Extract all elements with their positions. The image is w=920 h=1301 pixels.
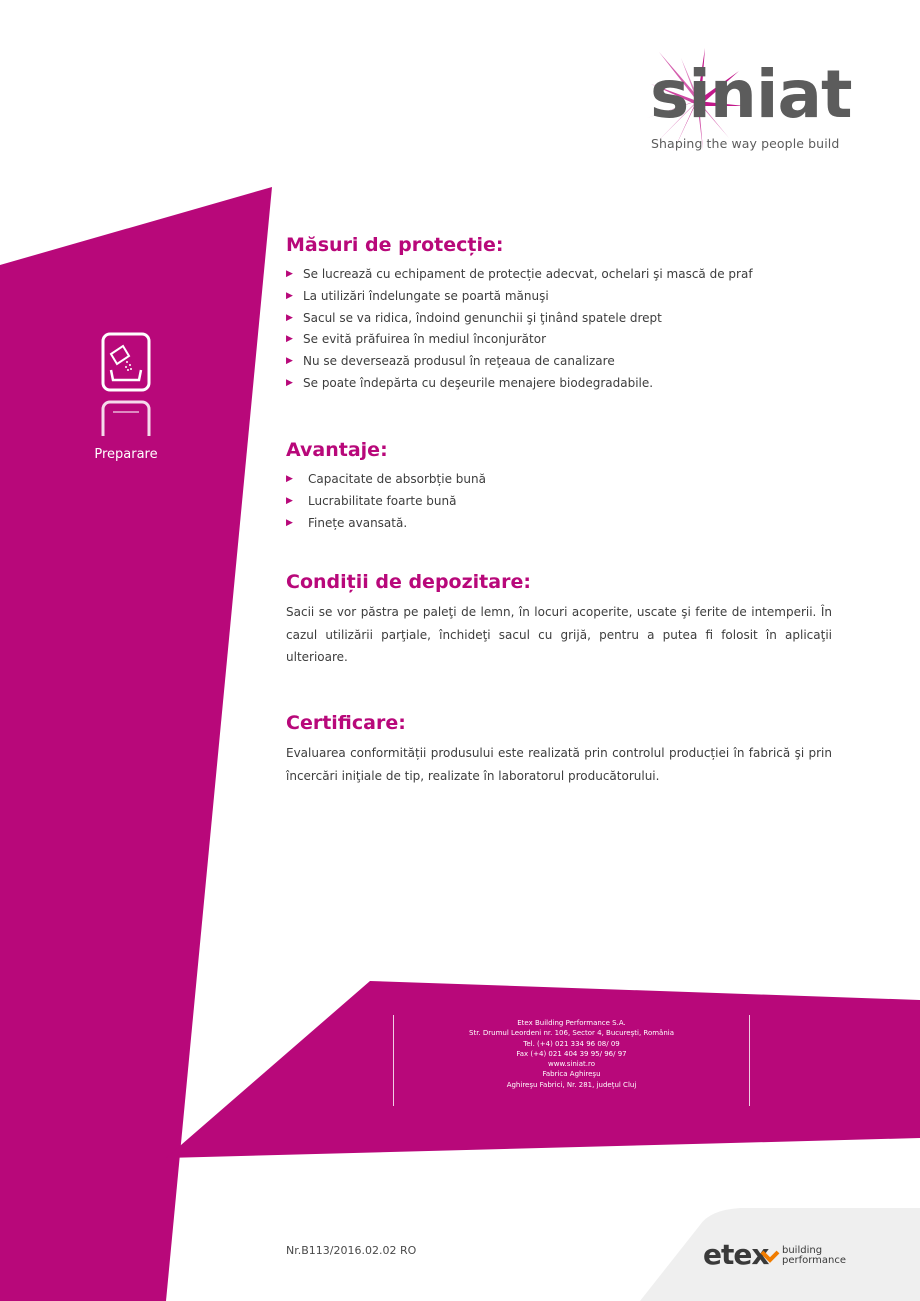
brand-tagline: Shaping the way people build bbox=[651, 136, 840, 151]
bullet-arrow-icon: ▶ bbox=[286, 312, 293, 323]
section-heading: Avantaje: bbox=[286, 439, 388, 461]
bullet-arrow-icon: ▶ bbox=[286, 517, 293, 528]
list-item: ▶ La utilizări îndelungate se poartă mănuşi bbox=[286, 286, 832, 308]
list-item: ▶ Sacul se va ridica, îndoind genunchii şi ţinând spatele drept bbox=[286, 308, 832, 330]
company-line: Fabrica Aghireşu bbox=[542, 1070, 601, 1079]
bullet-arrow-icon: ▶ bbox=[286, 495, 293, 506]
document-reference: Nr.B113/2016.02.02 RO bbox=[286, 1244, 417, 1257]
company-line: Tel. (+4) 021 334 96 08/ 09 bbox=[523, 1039, 620, 1048]
section-heading: Măsuri de protecție: bbox=[286, 234, 504, 256]
mixing-bag-icon bbox=[101, 332, 151, 436]
company-line: Etex Building Performance S.A. bbox=[517, 1019, 626, 1027]
advantages-list bbox=[286, 469, 832, 534]
bullet-arrow-icon: ▶ bbox=[286, 334, 293, 345]
company-line: Aghireşu Fabrici, Nr. 281, judeţul Cluj bbox=[506, 1080, 637, 1089]
bullet-arrow-icon: ▶ bbox=[286, 269, 293, 279]
section-protection bbox=[286, 232, 832, 395]
company-line: Fax (+4) 021 404 39 95/ 96/ 97 bbox=[516, 1049, 627, 1058]
company-line: www.siniat.ro bbox=[548, 1060, 595, 1069]
protection-list bbox=[286, 264, 832, 395]
section-storage bbox=[286, 569, 832, 669]
bullet-arrow-icon: ▶ bbox=[286, 377, 293, 388]
etex-chevron-icon bbox=[760, 1250, 780, 1264]
company-line: Str. Drumul Leordeni nr. 106, Sector 4, Bucureşti, România bbox=[469, 1029, 674, 1038]
section-advantages bbox=[286, 437, 832, 534]
list-item: ▶ Se evită prăfuirea în mediul înconjurător bbox=[286, 329, 832, 351]
sidebar-label: Preparare bbox=[94, 447, 158, 462]
list-item: ▶ Se lucrează cu echipament de protecție adecvat, ochelari şi mască de praf bbox=[286, 264, 832, 286]
section-certification bbox=[286, 710, 832, 787]
brand-wordmark: siniat bbox=[650, 56, 852, 133]
etex-subtitle: building performance bbox=[782, 1245, 847, 1266]
list-item: ▶ Capacitate de absorbție bună bbox=[286, 469, 832, 491]
bottom-grey-corner bbox=[640, 1208, 920, 1301]
bullet-arrow-icon: ▶ bbox=[286, 474, 293, 484]
list-item: ▶ Nu se deversează produsul în reţeaua de canalizare bbox=[286, 351, 832, 373]
bullet-arrow-icon: ▶ bbox=[286, 290, 293, 301]
etex-wordmark: etex bbox=[703, 1238, 769, 1271]
company-contact-block bbox=[393, 1015, 750, 1106]
section-heading: Certificare: bbox=[286, 712, 406, 734]
list-item: ▶ Lucrabilitate foarte bună bbox=[286, 491, 832, 513]
bullet-arrow-icon: ▶ bbox=[286, 356, 293, 367]
section-heading: Condiții de depozitare: bbox=[286, 571, 531, 593]
storage-text: Sacii se vor păstra pe paleţi de lemn, în locuri acoperite, uscate şi ferite de intemperii. În cazul utilizării parţiale, închideţi sacul cu grijă, pentru a putea fi folosit în aplicaţii ulterioare. bbox=[286, 605, 832, 664]
list-item: ▶ Finețe avansată. bbox=[286, 513, 832, 535]
certification-text: Evaluarea conformității produsului este realizată prin controlul producției în fabrică şi prin încercări iniţiale de tip, realizate în laboratorul producătorului. bbox=[286, 746, 832, 783]
list-item: ▶ Se poate îndepărta cu deşeurile menajere biodegradabile. bbox=[286, 373, 832, 395]
